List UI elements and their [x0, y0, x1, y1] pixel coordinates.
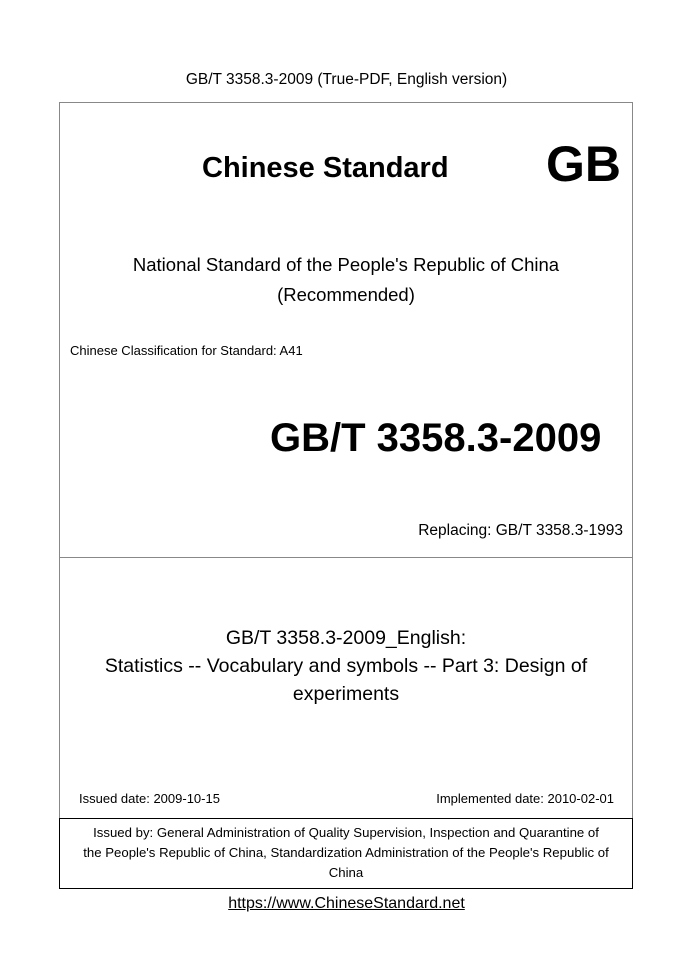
issuer-line: China: [328, 865, 364, 880]
issuer-text: [59, 823, 633, 883]
title-line: Statistics -- Vocabulary and symbols -- Part 3: Design of: [104, 655, 588, 677]
document-header: GB/T 3358.3-2009 (True-PDF, English version): [185, 71, 508, 88]
gb-logo: GB: [546, 136, 621, 192]
replacing-text: Replacing: GB/T 3358.3-1993: [418, 522, 623, 539]
issuer-line: Issued by: General Administration of Quality Supervision, Inspection and Quarantine of: [93, 825, 599, 840]
national-standard-line: National Standard of the People's Republic of China: [132, 254, 560, 275]
footer: [0, 894, 693, 914]
issuer-line: the People's Republic of China, Standardization Administration of the People's Republic of: [83, 845, 609, 860]
title-line: GB/T 3358.3-2009_English:: [225, 627, 467, 649]
chinese-standard-heading: Chinese Standard: [202, 152, 449, 184]
issued-date: Issued date: 2009-10-15: [79, 791, 220, 806]
implemented-date: Implemented date: 2010-02-01: [436, 791, 614, 806]
website-link[interactable]: https://www.ChineseStandard.net: [228, 895, 465, 912]
national-standard-text: [59, 250, 633, 310]
recommended-line: (Recommended): [277, 284, 415, 305]
title-line: experiments: [292, 683, 400, 705]
classification-text: Chinese Classification for Standard: A41: [70, 343, 303, 358]
standard-number: GB/T 3358.3-2009: [270, 416, 602, 460]
document-title: [59, 624, 633, 708]
